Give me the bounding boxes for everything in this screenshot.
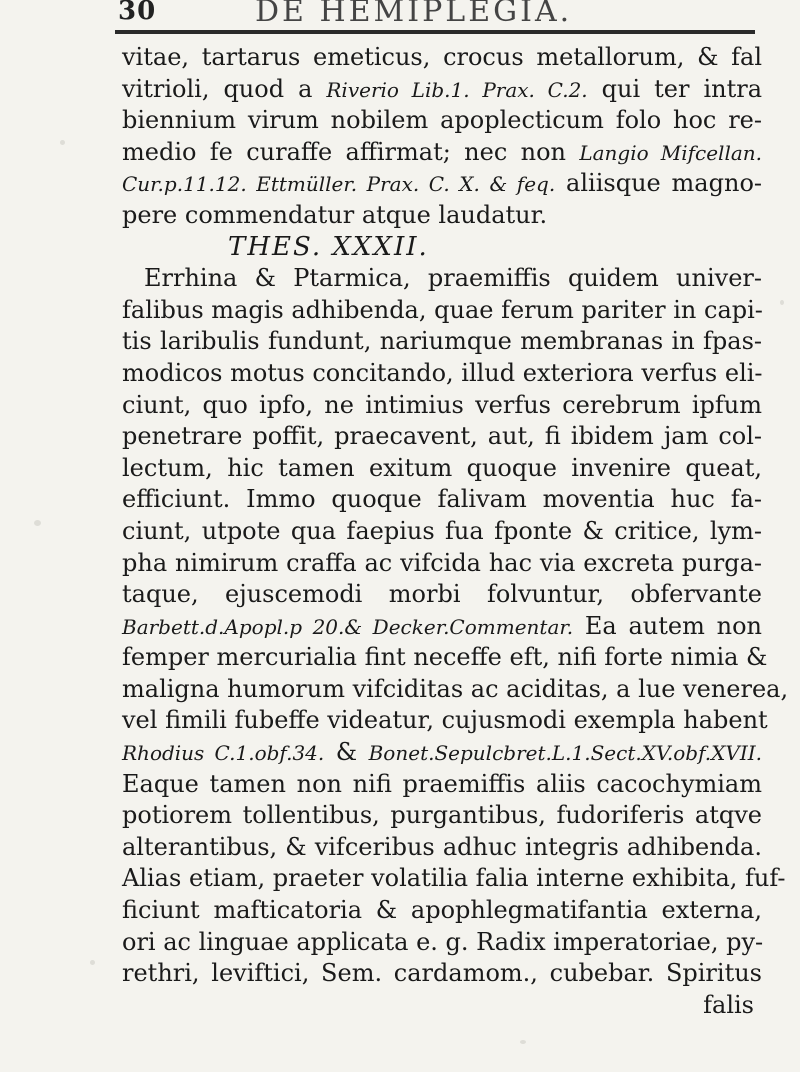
body-text [122,42,789,1021]
thesis-heading: THES. XXXII. [228,231,429,262]
text-line: Cur.p.11.12. Ettmüller. Prax. C. X. & feq. aliisque magno- [122,169,762,198]
text-line: penetrare poffit, praecavent, aut, fi ibidem jam col- [122,422,762,451]
text-line: Eaque tamen non nifi praemiffis aliis cacochymiam [122,769,762,798]
text-line: falibus magis adhibenda, quae ferum pariter in capi- [122,295,763,324]
text-line: vitrioli, quod a Riverio Lib.1. Prax. C.2. qui ter intra [122,74,763,103]
text-line: ciunt, utpote qua faepius fua fponte & critice, lym- [122,516,762,545]
text-line: biennium virum nobilem apoplecticum folo hoc re- [122,106,762,135]
text-line: Barbett.d.Apopl.p 20.& Decker.Commentar. Ea autem non [122,611,762,640]
text-line: efficiunt. Immo quoque falivam moventia huc fa- [122,485,762,514]
text-line: ficiunt mafticatoria & apophlegmatifantia externa, [122,896,762,925]
citation: Bonet.Sepulcbret.L.1.Sect.XV.obf.XVII. [368,741,762,766]
text-line: medio fe curaffe affirmat; nec non Langio Mifcellan. [122,137,762,166]
paper-speck [60,140,65,145]
header-rule [115,30,755,34]
text-line: Errhina & Ptarmica, praemiffis quidem univer- [144,264,762,293]
catchword: falis [703,990,754,1019]
running-title: DE HEMIPLEGIA. [255,0,573,29]
citation: Cur.p.11.12. Ettmüller. Prax. C. X. & feq. [122,172,556,197]
text-line: femper mercurialia fint neceffe eft, nifi forte nimia & [122,643,768,672]
citation: Rhodius C.1.obf.34. [122,741,325,766]
text-line: alterantibus, & vifceribus adhuc integris adhibenda. [122,832,762,861]
paper-speck [520,1040,526,1044]
paper-speck [780,300,784,305]
text-line: modicos motus concitando, illud exteriora verfus eli- [122,358,763,387]
text-line: ciunt, quo ipfo, ne intimius verfus cerebrum ipfum [122,390,762,419]
text-line: lectum, hic tamen exitum quoque invenire queat, [122,453,762,482]
citation: Barbett.d.Apopl.p 20.& Decker.Commentar. [122,614,574,639]
text-line: maligna humorum vifciditas ac aciditas, a lue venerea, [122,674,789,703]
citation: Langio Mifcellan. [579,140,762,165]
citation: Riverio Lib.1. Prax. C.2. [326,77,588,102]
paper-speck [34,520,41,526]
text-line: rethri, leviftici, Sem. cardamom., cubebar. Spiritus [122,959,762,988]
text-line: ori ac linguae applicata e. g. Radix imperatoriae, py- [122,927,764,956]
text-line: pha nimirum craffa ac vifcida hac via excreta purga- [122,548,762,577]
running-head [115,0,755,36]
text-line: vel fimili fubeffe videatur, cujusmodi exempla habent [122,706,768,735]
paper-speck [90,960,95,965]
text-line: vitae, tartarus emeticus, crocus metallorum, & fal [122,43,762,71]
text-line: tis laribulis fundunt, nariumque membranas in fpas- [122,327,762,356]
text-line: potiorem tollentibus, purgantibus, fudoriferis atqve [122,801,762,830]
text-line: Alias etiam, praeter volatilia falia interne exhibita, fuf- [122,864,786,893]
text-line: Rhodius C.1.obf.34. & Bonet.Sepulcbret.L.1.Sect.XV.obf.XVII. [122,738,762,767]
page-number: 30 [118,0,157,26]
text-line: pere commendatur atque laudatur. [122,200,548,229]
text-line: taque, ejuscemodi morbi folvuntur, obfervante [122,580,762,609]
